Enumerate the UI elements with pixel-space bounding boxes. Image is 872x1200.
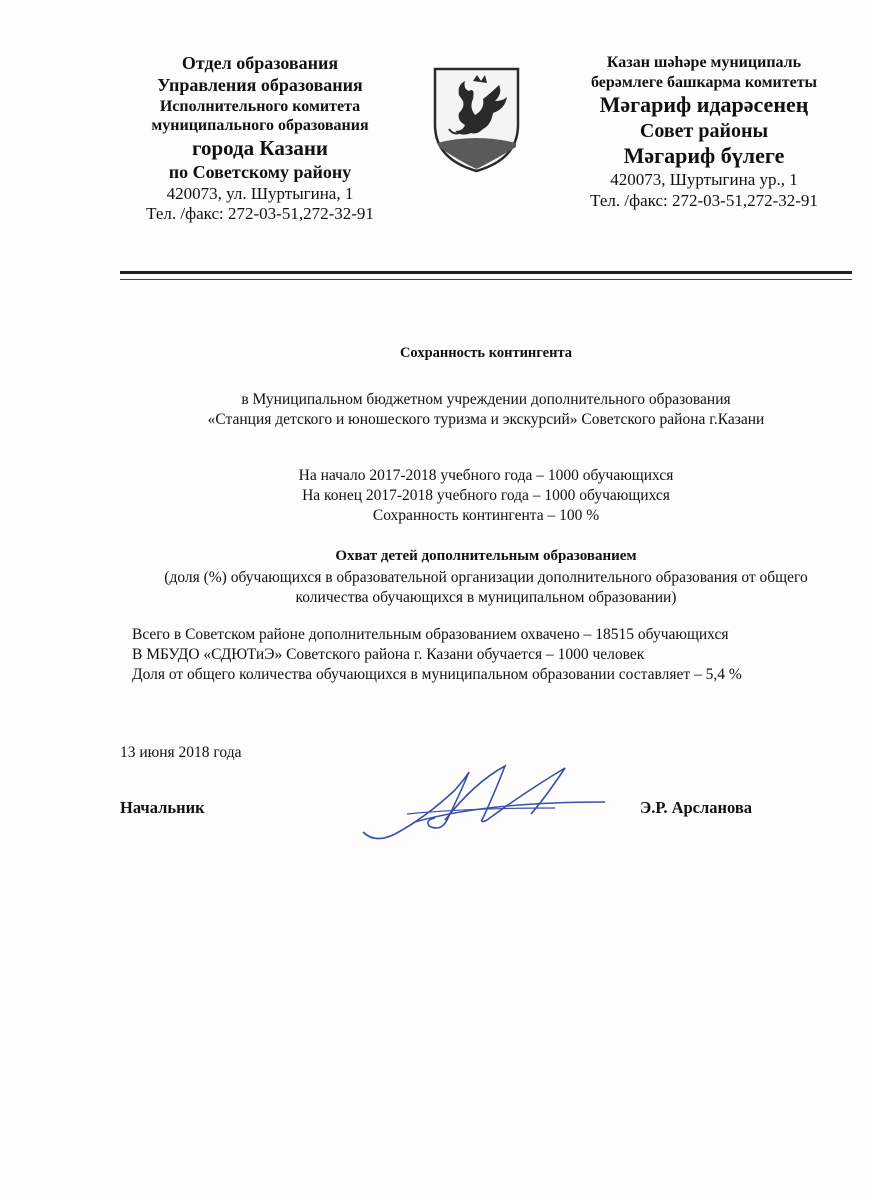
- kazan-coat-of-arms-icon: [429, 63, 524, 175]
- header-divider: [120, 271, 852, 280]
- institution-block: [120, 390, 852, 430]
- stat-end: На конец 2017-2018 учебного года – 1000 обучающихся: [302, 487, 670, 505]
- stat-start: На начало 2017-2018 учебного года – 1000 обучающихся: [298, 467, 674, 484]
- header-left: [100, 53, 420, 225]
- header-right-line3: Мәгариф идарәсенең: [599, 92, 809, 118]
- stat-retention: Сохранность контингента – 100 %: [372, 507, 600, 525]
- header-left-line1: Отдел образования: [181, 53, 339, 73]
- header-left-line5: города Казани: [191, 135, 329, 160]
- header-right-line2: берәмлеге башкарма комитеты: [590, 73, 818, 91]
- header-right: [550, 53, 858, 212]
- signer-position: Начальник: [120, 798, 205, 817]
- header-left-phone: Тел. /факс: 272-03-51,272-32-91: [146, 204, 374, 224]
- header-left-line6: по Советскому району: [168, 161, 352, 182]
- header-left-line4: муниципального образования: [151, 117, 369, 135]
- coverage-note-line2: количества обучающихся в муниципальном образовании): [295, 589, 677, 607]
- total-institution: В МБУДО «СДЮТиЭ» Советского района г. Казани обучается – 1000 человек: [132, 646, 645, 664]
- header-left-line2: Управления образования: [157, 74, 363, 95]
- header-right-address: 420073, Шуртыгина ур., 1: [610, 170, 798, 190]
- total-share: Доля от общего количества обучающихся в муниципальном образовании составляет – 5,4 %: [132, 666, 742, 684]
- header-right-line1: Казан шәһәре муниципаль: [606, 54, 802, 71]
- institution-line1: в Муниципальном бюджетном учреждении дополнительного образования: [241, 391, 731, 408]
- contingent-stats: [120, 466, 852, 526]
- institution-line2: «Станция детского и юношеского туризма и экскурсий» Советского района г.Казани: [207, 411, 765, 429]
- coverage-totals: [132, 625, 852, 685]
- total-district: Всего в Советском районе дополнительным образованием охвачено – 18515 обучающихся: [132, 626, 729, 643]
- document-title: Сохранность контингента: [399, 345, 573, 361]
- document-date: 13 июня 2018 года: [120, 744, 242, 761]
- header-left-address: 420073, ул. Шуртыгина, 1: [166, 183, 354, 203]
- header-right-line5: Мәгариф бүлеге: [623, 143, 785, 169]
- handwritten-signature: [355, 762, 605, 852]
- signer-name: Э.Р. Арсланова: [640, 798, 753, 817]
- coverage-title: Охват детей дополнительным образованием: [335, 548, 637, 564]
- header-right-line4: Совет районы: [639, 119, 769, 142]
- coverage-note-line1: (доля (%) обучающихся в образовательной организации дополнительного образования от общего: [164, 569, 808, 586]
- header-right-phone: Тел. /факс: 272-03-51,272-32-91: [590, 190, 818, 210]
- coverage-note: [100, 568, 872, 608]
- header-left-line3: Исполнительного комитета: [159, 97, 361, 115]
